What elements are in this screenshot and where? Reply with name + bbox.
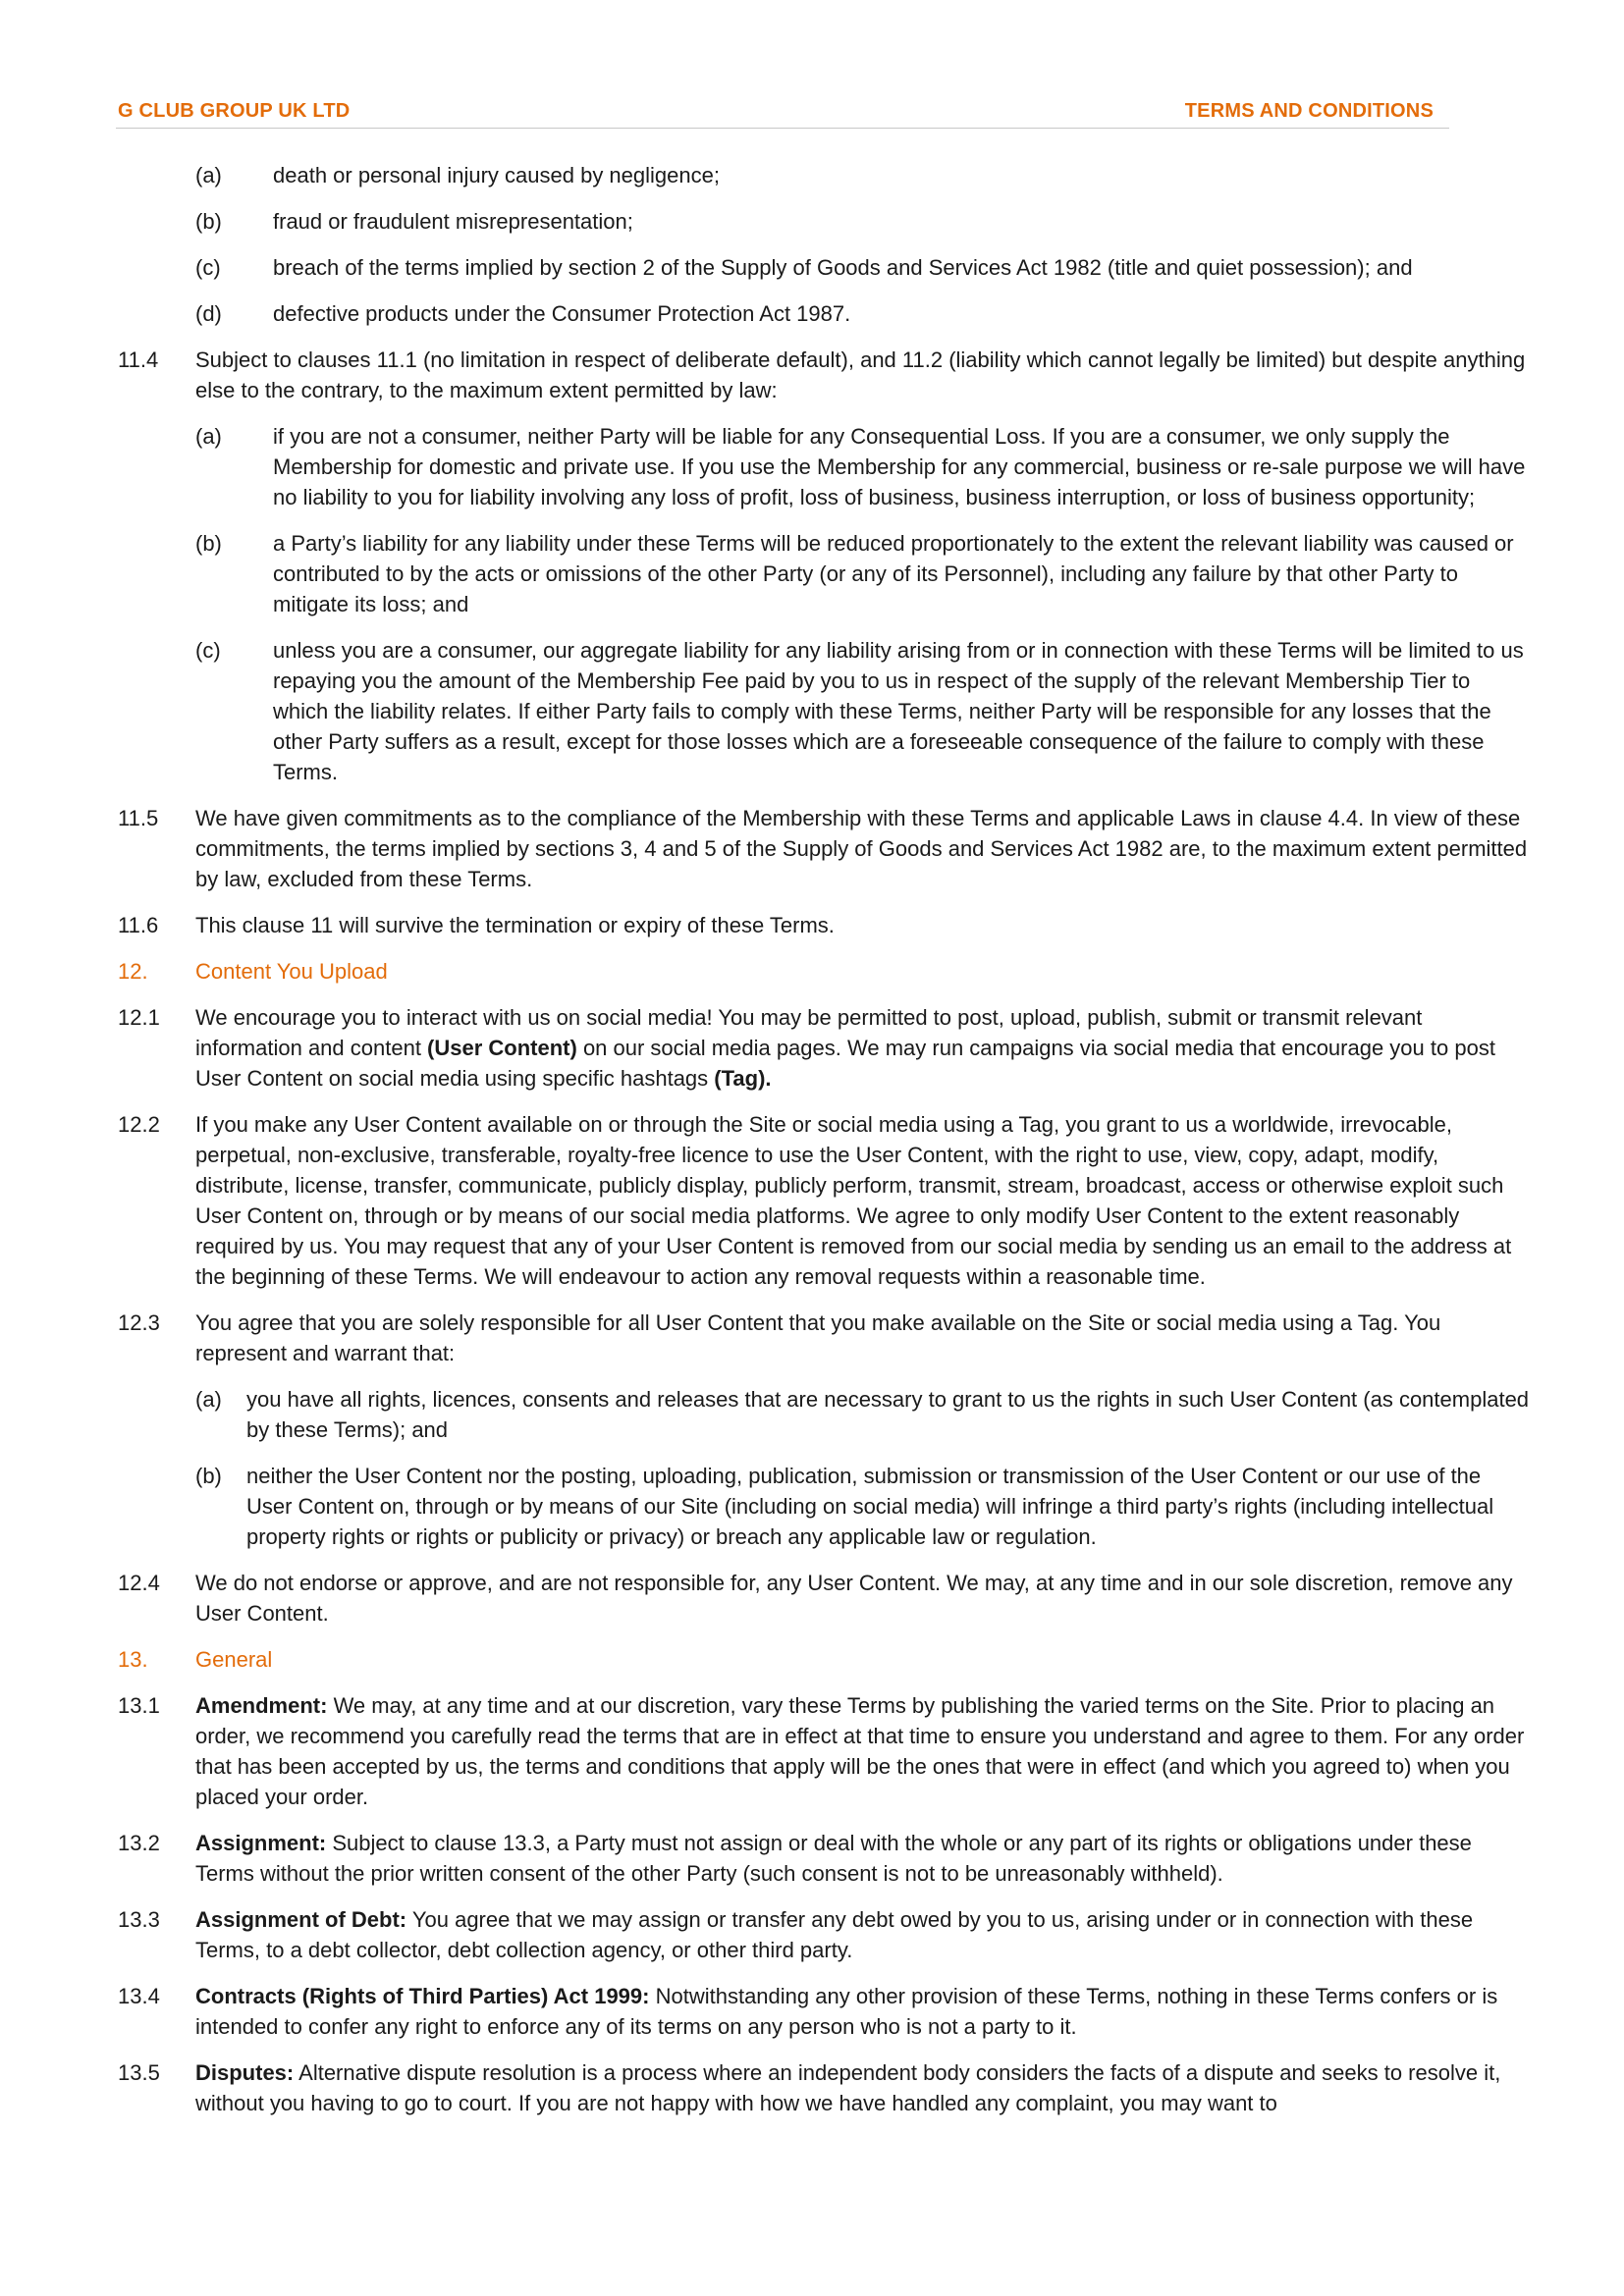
sub-clause	[116, 528, 1530, 619]
clause-number: 13.5	[118, 2060, 160, 2085]
text-run: a Party’s liability for any liability under these Terms will be reduced proportionately to the extent the relevant liability was caused or contributed to by the acts or omissions of the other Party (or any of its Personnel), including any failure by that other Party to mitigate its loss; and	[273, 531, 1514, 616]
clause-number: 13.3	[118, 1907, 160, 1932]
sub-clause	[116, 252, 1530, 283]
clause-text	[195, 2057, 1530, 2118]
clause-number: 12.4	[118, 1571, 160, 1595]
clause-text	[273, 206, 1530, 237]
clause-number: (b)	[195, 1464, 222, 1488]
text-run: We have given commitments as to the compliance of the Membership with these Terms and applicable Laws in clause 4.4. In view of these commitments, the terms implied by sections 3, 4 and 5 of the Supply of Goods and Services Act 1982 are, to the maximum extent permitted by law, excluded from these Terms.	[195, 806, 1528, 891]
clause-text	[195, 1002, 1530, 1094]
clause-number: 12.	[118, 959, 148, 984]
text-run: on our social media pages. We may run campaigns via social media that encourage you to post User Content on social media using specific hashtags	[195, 1036, 1495, 1091]
sub-clause	[116, 298, 1530, 329]
clause-number: (b)	[195, 209, 222, 234]
defined-term: Assignment:	[195, 1831, 327, 1855]
text-run: death or personal injury caused by negligence;	[273, 163, 720, 187]
clause-text	[195, 956, 1530, 987]
section-heading	[116, 1644, 1530, 1675]
text-run: Notwithstanding any other provision of these Terms, nothing in these Terms confers or is intended to confer any right to enforce any of its terms on any person who is not a party to it.	[195, 1984, 1498, 2039]
clause-text	[195, 803, 1530, 894]
defined-term: (User Content)	[427, 1036, 577, 1060]
clause-number: (c)	[195, 255, 221, 280]
clause-text	[195, 1981, 1530, 2042]
text-run: if you are not a consumer, neither Party will be liable for any Consequential Loss. If you are a consumer, we only supply the Membership for domestic and private use. If you use the Membership for any commercial, business or re-sale purpose we will have no liability to you for liability involving any loss of profit, loss of business, business interruption, or loss of business opportunity;	[273, 424, 1526, 509]
clause-text	[273, 298, 1530, 329]
clause-number: 12.3	[118, 1310, 160, 1335]
text-run: Subject to clause 13.3, a Party must not assign or deal with the whole or any part of its rights or obligations under these Terms without the prior written consent of the other Party (such consent is not to be unreasonably withheld).	[195, 1831, 1472, 1886]
clause-text	[273, 635, 1530, 787]
clause-text	[273, 528, 1530, 619]
defined-term: Disputes:	[195, 2060, 295, 2085]
clause-number: (b)	[195, 531, 222, 556]
clause-text	[273, 252, 1530, 283]
clause-paragraph	[116, 1690, 1530, 1812]
clause-text	[195, 345, 1530, 405]
defined-term: Assignment of Debt:	[195, 1907, 407, 1932]
sub-clause	[116, 1384, 1530, 1445]
clause-number: 13.2	[118, 1831, 160, 1855]
text-run: You agree that you are solely responsible for all User Content that you make available on the Site or social media using a Tag. You represent and warrant that:	[195, 1310, 1441, 1365]
clause-number: (c)	[195, 638, 221, 663]
clause-text	[195, 1828, 1530, 1889]
clause-text	[273, 421, 1530, 512]
clause-number: 11.4	[118, 347, 159, 372]
sub-clause	[116, 421, 1530, 512]
text-run: you have all rights, licences, consents and releases that are necessary to grant to us the rights in such User Content (as contemplated by these Terms); and	[246, 1387, 1530, 1442]
clause-text	[195, 910, 1530, 940]
document-title: TERMS AND CONDITIONS	[1184, 100, 1434, 122]
text-run: This clause 11 will survive the termination or expiry of these Terms.	[195, 913, 835, 937]
sub-clause	[116, 206, 1530, 237]
clause-number: 11.6	[118, 913, 159, 937]
text-run: neither the User Content nor the posting, uploading, publication, submission or transmission of the User Content or our use of the User Content on, through or by means of our Site (including on social media) will infringe a third party’s rights (including intellectual property rights or rights or publicity or privacy) or breach any applicable law or regulation.	[246, 1464, 1494, 1549]
clause-paragraph	[116, 1002, 1530, 1094]
text-run: Alternative dispute resolution is a process where an independent body considers the facts of a dispute and seeks to resolve it, without you having to go to court. If you are not happy with how we have handled any complaint, you may want to	[195, 2060, 1501, 2115]
section-heading	[116, 956, 1530, 987]
page-header	[116, 98, 1449, 129]
clause-number: 13.	[118, 1647, 148, 1672]
clause-number: 11.5	[118, 806, 159, 830]
clause-number: 13.4	[118, 1984, 160, 2008]
clause-paragraph	[116, 1568, 1530, 1629]
text-run: If you make any User Content available on or through the Site or social media using a Tag, you grant to us a worldwide, irrevocable, perpetual, non-exclusive, transferable, royalty-free licence to use the User Content, with the right to use, view, copy, adapt, modify, distribute, license, transfer, communicate, publicly display, publicly perform, transmit, stream, broadcast, access or otherwise exploit such User Content on, through or by means of our social media platforms. We agree to only modify User Content to the extent reasonably required by us. You may request that any of your User Content is removed from our social media by sending us an email to the address at the beginning of these Terms. We will endeavour to action any removal requests within a reasonable time.	[195, 1112, 1512, 1289]
clause-paragraph	[116, 1828, 1530, 1889]
company-name: G CLUB GROUP UK LTD	[118, 100, 351, 122]
clause-text	[195, 1568, 1530, 1629]
clause-number: 13.1	[118, 1693, 160, 1718]
text-run: Content You Upload	[195, 959, 388, 984]
clause-text	[246, 1461, 1530, 1552]
clause-paragraph	[116, 1308, 1530, 1368]
clause-paragraph	[116, 1904, 1530, 1965]
clause-text	[273, 160, 1530, 190]
clause-number: (d)	[195, 301, 222, 326]
clause-text	[195, 1690, 1530, 1812]
text-run: We do not endorse or approve, and are not responsible for, any User Content. We may, at any time and in our sole discretion, remove any User Content.	[195, 1571, 1513, 1626]
text-run: breach of the terms implied by section 2 of the Supply of Goods and Services Act 1982 (title and quiet possession); and	[273, 255, 1413, 280]
clause-number: 12.1	[118, 1005, 160, 1030]
clause-paragraph	[116, 803, 1530, 894]
clause-paragraph	[116, 345, 1530, 405]
clause-text	[195, 1109, 1530, 1292]
clause-paragraph	[116, 910, 1530, 940]
text-run: We encourage you to interact with us on social media! You may be permitted to post, upload, publish, submit or transmit relevant information and content	[195, 1005, 1423, 1060]
defined-term: Contracts (Rights of Third Parties) Act 1999:	[195, 1984, 650, 2008]
sub-clause	[116, 1461, 1530, 1552]
sub-clause	[116, 635, 1530, 787]
clause-text	[195, 1644, 1530, 1675]
text-run: Subject to clauses 11.1 (no limitation in respect of deliberate default), and 11.2 (liability which cannot legally be limited) but despite anything else to the contrary, to the maximum extent permitted by law:	[195, 347, 1526, 402]
document-body	[116, 160, 1530, 2134]
sub-clause	[116, 160, 1530, 190]
clause-paragraph	[116, 1109, 1530, 1292]
clause-number: (a)	[195, 163, 222, 187]
text-run: fraud or fraudulent misrepresentation;	[273, 209, 633, 234]
clause-paragraph	[116, 1981, 1530, 2042]
defined-term: Amendment:	[195, 1693, 328, 1718]
clause-number: (a)	[195, 424, 222, 449]
clause-text	[195, 1904, 1530, 1965]
clause-paragraph	[116, 2057, 1530, 2118]
text-run: defective products under the Consumer Protection Act 1987.	[273, 301, 851, 326]
clause-number: 12.2	[118, 1112, 160, 1137]
clause-text	[246, 1384, 1530, 1445]
defined-term: (Tag).	[714, 1066, 772, 1091]
text-run: General	[195, 1647, 273, 1672]
text-run: unless you are a consumer, our aggregate liability for any liability arising from or in connection with these Terms will be limited to us repaying you the amount of the Membership Fee paid by you to us in respect of the supply of the relevant Membership Tier to which the liability relates. If either Party fails to comply with these Terms, neither Party will be responsible for any losses that the other Party suffers as a result, except for those losses which are a foreseeable consequence of the failure to comply with these Terms.	[273, 638, 1524, 784]
clause-text	[195, 1308, 1530, 1368]
text-run: You agree that we may assign or transfer any debt owed by you to us, arising under or in connection with these Terms, to a debt collector, debt collection agency, or other third party.	[195, 1907, 1474, 1962]
text-run: We may, at any time and at our discretion, vary these Terms by publishing the varied terms on the Site. Prior to placing an order, we recommend you carefully read the terms that are in effect at that time to ensure you understand and agree to them. For any order that has been accepted by us, the terms and conditions that apply will be the ones that were in effect (and which you agreed to) when you placed your order.	[195, 1693, 1525, 1809]
clause-number: (a)	[195, 1387, 222, 1412]
